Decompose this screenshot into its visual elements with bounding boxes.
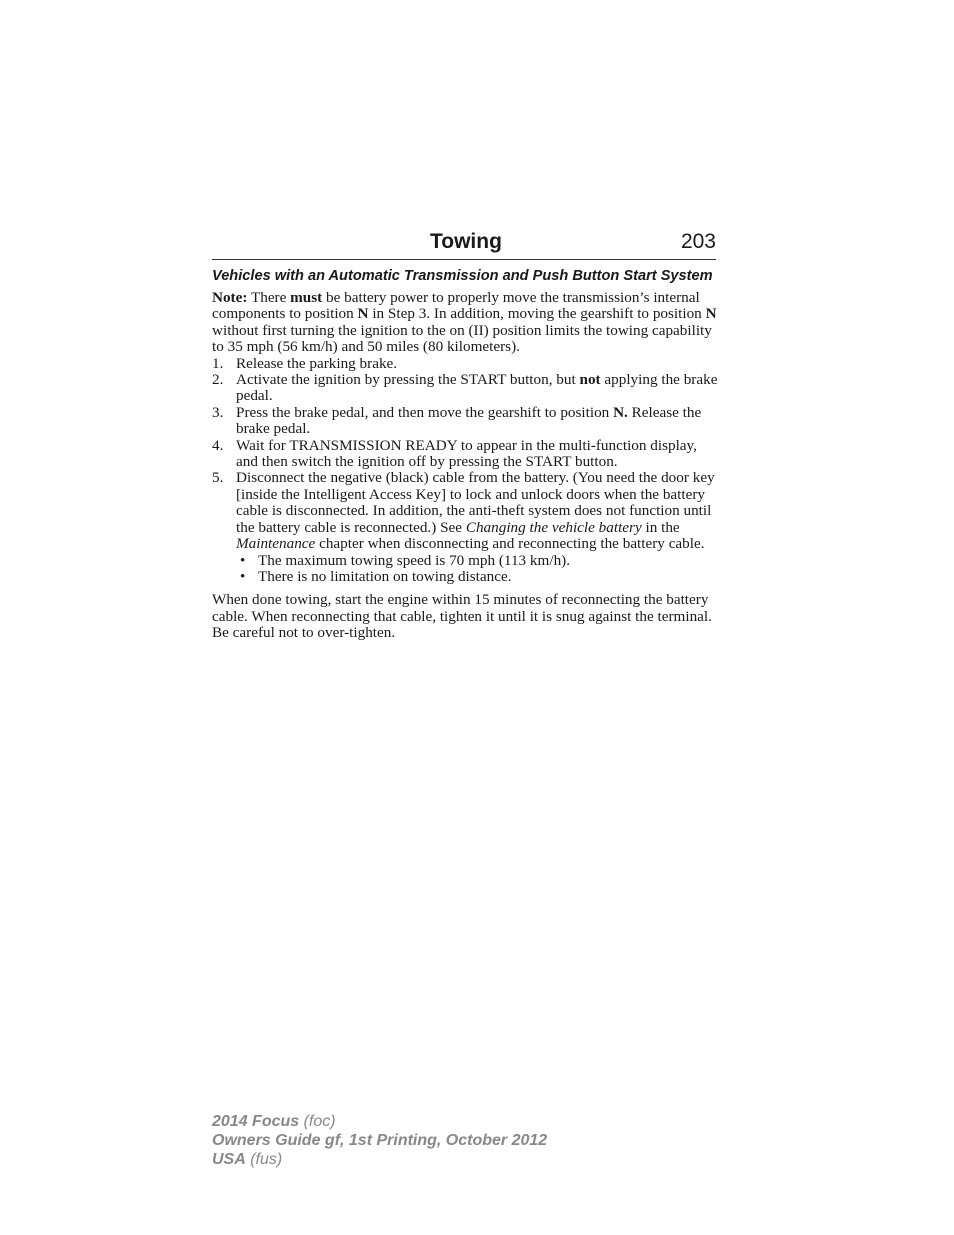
step-item: 5. Disconnect the negative (black) cable from the battery. (You need the door key [inside the Intelligent Access Key] to lock and unlock doors when the battery cable is disconnected. In addition, the anti-theft system does not function until the battery cable is reconnected.) See Changing the vehicle battery in the Maintenance chapter when disconnecting and reconnecting the battery cable. • The maximum towing speed is 70 mph (113 km/h). • There is no limitation on towing distance. [212,470,718,585]
page-footer [212,1112,547,1169]
bullet-item: • The maximum towing speed is 70 mph (113 km/h). [240,551,571,569]
step-number: 5. [212,469,224,487]
bullet-item: • There is no limitation on towing distance. [240,567,512,585]
step-number: 1. [212,354,224,372]
step-number: 2. [212,371,224,389]
closing-paragraph: When done towing, start the engine within 15 minutes of reconnecting the battery cable. When reconnecting that cable, tighten it until it is snug against the terminal. Be careful not to over-tighten. [212,591,712,642]
note-paragraph: Note: There must be battery power to properly move the transmission’s internal components to position N in Step 3. In addition, moving the gearshift to position N without first turning the ignition to the on (II) position limits the towing capability to 35 mph (56 km/h) and 50 miles (80 kilometers). [212,289,717,356]
steps-list [212,356,718,586]
step-item: 1. Release the parking brake. [212,354,398,372]
page-header [212,229,716,260]
footer-line-model: 2014 Focus (foc) [212,1113,336,1130]
note-label: Note: [212,289,248,306]
step-number: 4. [212,436,224,454]
bullet-icon: • [240,551,246,569]
cross-reference: Maintenance [236,535,316,553]
step-item: 2. Activate the ignition by pressing the START button, but not applying the brake pedal. [212,371,718,405]
page-number: 203 [680,230,716,253]
footer-line-guide: Owners Guide gf, 1st Printing, October 2012 [212,1132,548,1149]
bullet-icon: • [240,567,246,585]
step-item: 4. Wait for TRANSMISSION READY to appear in the multi-function display, and then switch the ignition off by pressing the START button. [212,436,697,471]
cross-reference: Changing the vehicle battery [465,518,642,536]
chapter-title: Towing [430,230,502,253]
footer-line-market: USA (fus) [212,1151,283,1168]
step-number: 3. [212,403,224,421]
step-item: 3. Press the brake pedal, and then move the gearshift to position N. Release the brake pedal. [212,403,702,438]
section-subheading: Vehicles with an Automatic Transmission and Push Button Start System [212,268,713,284]
page-content [212,268,718,642]
bullet-list [236,553,718,586]
